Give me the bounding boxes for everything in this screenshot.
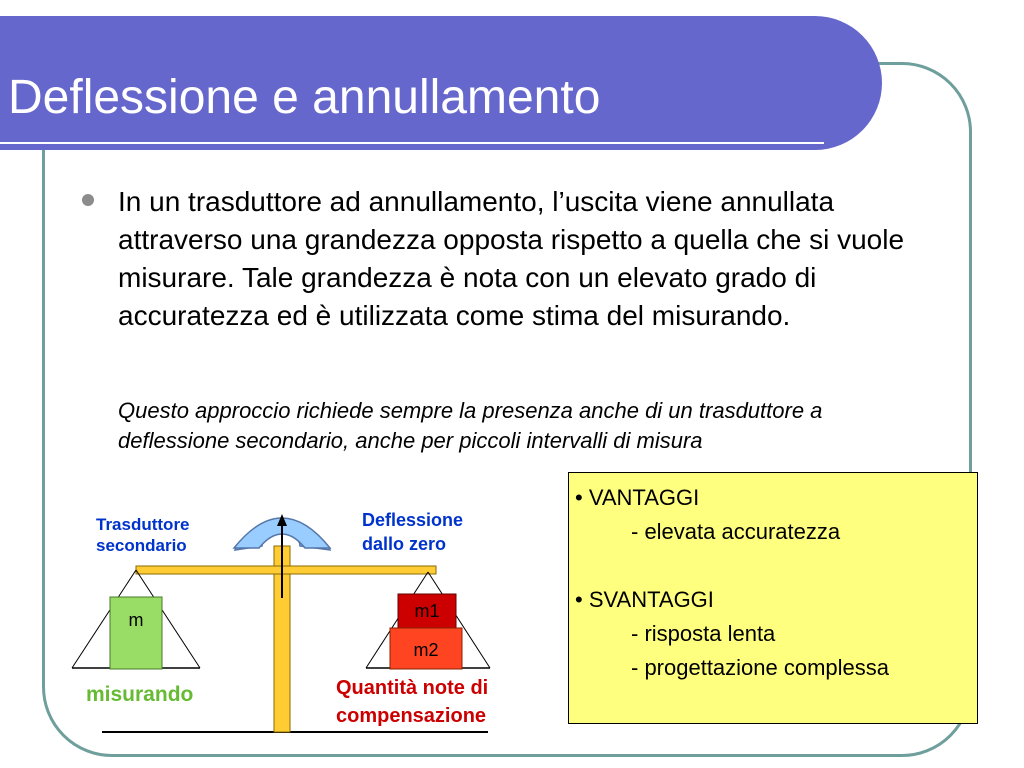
disadvantage-item-2: - progettazione complessa — [631, 655, 890, 680]
deflection-line2: dallo zero — [362, 534, 447, 554]
mass-m-block — [110, 597, 162, 669]
measurand-label: misurando — [86, 683, 194, 706]
advantage-item: - elevata accuratezza — [631, 519, 841, 544]
advantages-title: • VANTAGGI — [575, 485, 700, 510]
bullet-text: In un trasduttore ad annullamento, l’uscita viene annullata attraverso una grandezza opposta rispetto a quella che si vuole misurare. Tale grandezza è nota con un elevato grado di accuratezza ed è utilizzata come stima del misurando. — [118, 186, 905, 331]
note-text: Questo approccio richiede sempre la presenza anche di un trasduttore a deflessione secondario, anche per piccoli intervalli di misura — [118, 398, 823, 453]
secondary-transducer-label — [96, 514, 190, 556]
balance-beam — [136, 566, 436, 574]
slide-title: Deflessione e annullamento — [8, 71, 601, 124]
disadvantage-item-1: - risposta lenta — [631, 621, 776, 646]
pros-cons-box — [568, 472, 978, 724]
mass-m1-label: m1 — [414, 601, 440, 621]
disadvantages-title: • SVANTAGGI — [575, 587, 714, 612]
compensation-label — [336, 674, 488, 730]
deflection-line1: Deflessione — [362, 510, 464, 530]
compensation-line2: compensazione — [336, 705, 487, 727]
mass-m-label: m — [128, 610, 144, 630]
mass-m2-label: m2 — [413, 640, 439, 660]
secondary-transducer-line2: secondario — [96, 536, 187, 555]
secondary-transducer-line1: Trasduttore — [96, 515, 190, 534]
deflection-label — [362, 508, 463, 556]
compensation-line1: Quantità note di — [336, 677, 489, 699]
